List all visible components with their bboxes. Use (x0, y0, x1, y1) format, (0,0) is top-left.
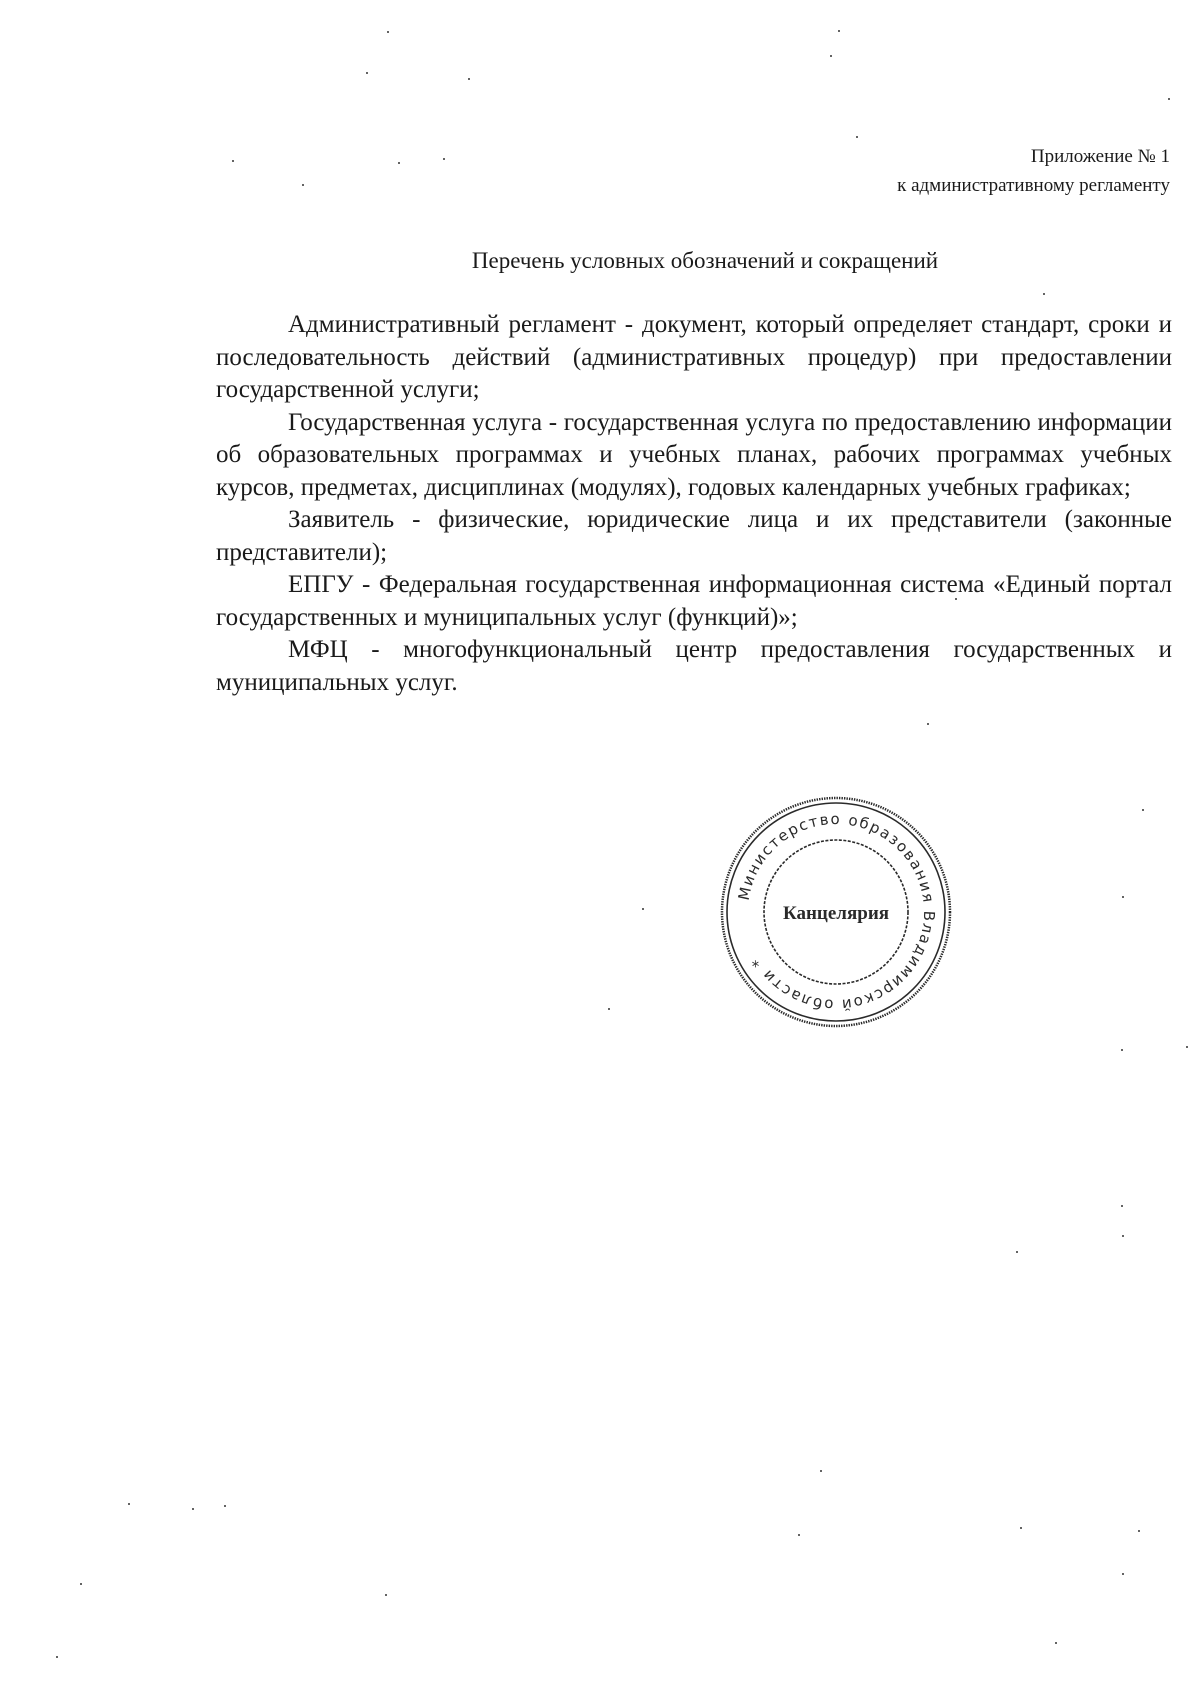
scan-speck (856, 136, 858, 138)
official-stamp (718, 794, 954, 1030)
document-body (216, 309, 1172, 699)
appendix-reference: к административному регламенту (897, 175, 1170, 196)
scan-speck (798, 1534, 800, 1536)
scan-speck (56, 1656, 58, 1658)
appendix-number: Приложение № 1 (1030, 146, 1170, 167)
stamp-ring-text-path: Министерство образования Владимирской области * (734, 809, 939, 1015)
scan-speck (443, 158, 445, 160)
paragraph-applicant: Заявитель - физические, юридические лица и их представители (законные представители); (216, 506, 1172, 566)
paragraph-admin-regulation: Административный регламент - документ, который определяет стандарт, сроки и последовательность действий (административных процедур) при предоставлении государственной услуги; (216, 311, 1172, 403)
scan-speck (385, 1594, 387, 1596)
scan-speck (468, 78, 470, 80)
scan-speck (1138, 1530, 1140, 1532)
scan-speck (192, 1508, 194, 1510)
scan-speck (1020, 1527, 1022, 1529)
scan-speck (1055, 1642, 1057, 1644)
scan-speck (1121, 1205, 1123, 1207)
scan-speck (1122, 1235, 1124, 1237)
scan-speck (366, 72, 368, 74)
appendix-header (897, 142, 1170, 200)
scan-speck (387, 31, 389, 33)
scan-speck (1016, 1251, 1018, 1253)
scan-speck (955, 598, 957, 600)
paragraph-state-service: Государственная услуга - государственная услуга по предоставлению информации об образовательных программах и учебных планах, рабочих программах учебных курсов, предметах, дисциплинах (модулях), годовых календарных учебных графиках; (216, 408, 1172, 501)
scan-speck (302, 184, 304, 186)
scan-speck (1122, 896, 1124, 898)
scan-speck (232, 160, 234, 162)
scan-speck (224, 1505, 226, 1507)
scan-speck (128, 1503, 130, 1505)
document-title: Перечень условных обозначений и сокращений (471, 248, 939, 273)
scan-speck (1186, 1046, 1188, 1048)
scan-speck (838, 30, 840, 32)
scan-speck (1122, 1573, 1124, 1575)
paragraph-mfc: МФЦ - многофункциональный центр предоставления государственных и муниципальных услуг. (216, 636, 1172, 696)
scan-speck (927, 723, 929, 725)
scan-speck (1168, 98, 1170, 100)
scan-speck (1142, 809, 1144, 811)
scan-speck (1121, 1049, 1123, 1051)
scan-speck (398, 162, 400, 164)
paragraph-epgu: ЕПГУ - Федеральная государственная информационная система «Единый портал государственных и муниципальных услуг (функций)»; (216, 571, 1172, 631)
stamp-center-text: Канцелярия (782, 903, 890, 924)
scan-speck (830, 55, 832, 57)
scan-speck (80, 1583, 82, 1585)
scan-speck (608, 1008, 610, 1010)
scan-speck (820, 1470, 822, 1472)
scan-speck (642, 908, 644, 910)
scan-speck (1043, 293, 1045, 295)
